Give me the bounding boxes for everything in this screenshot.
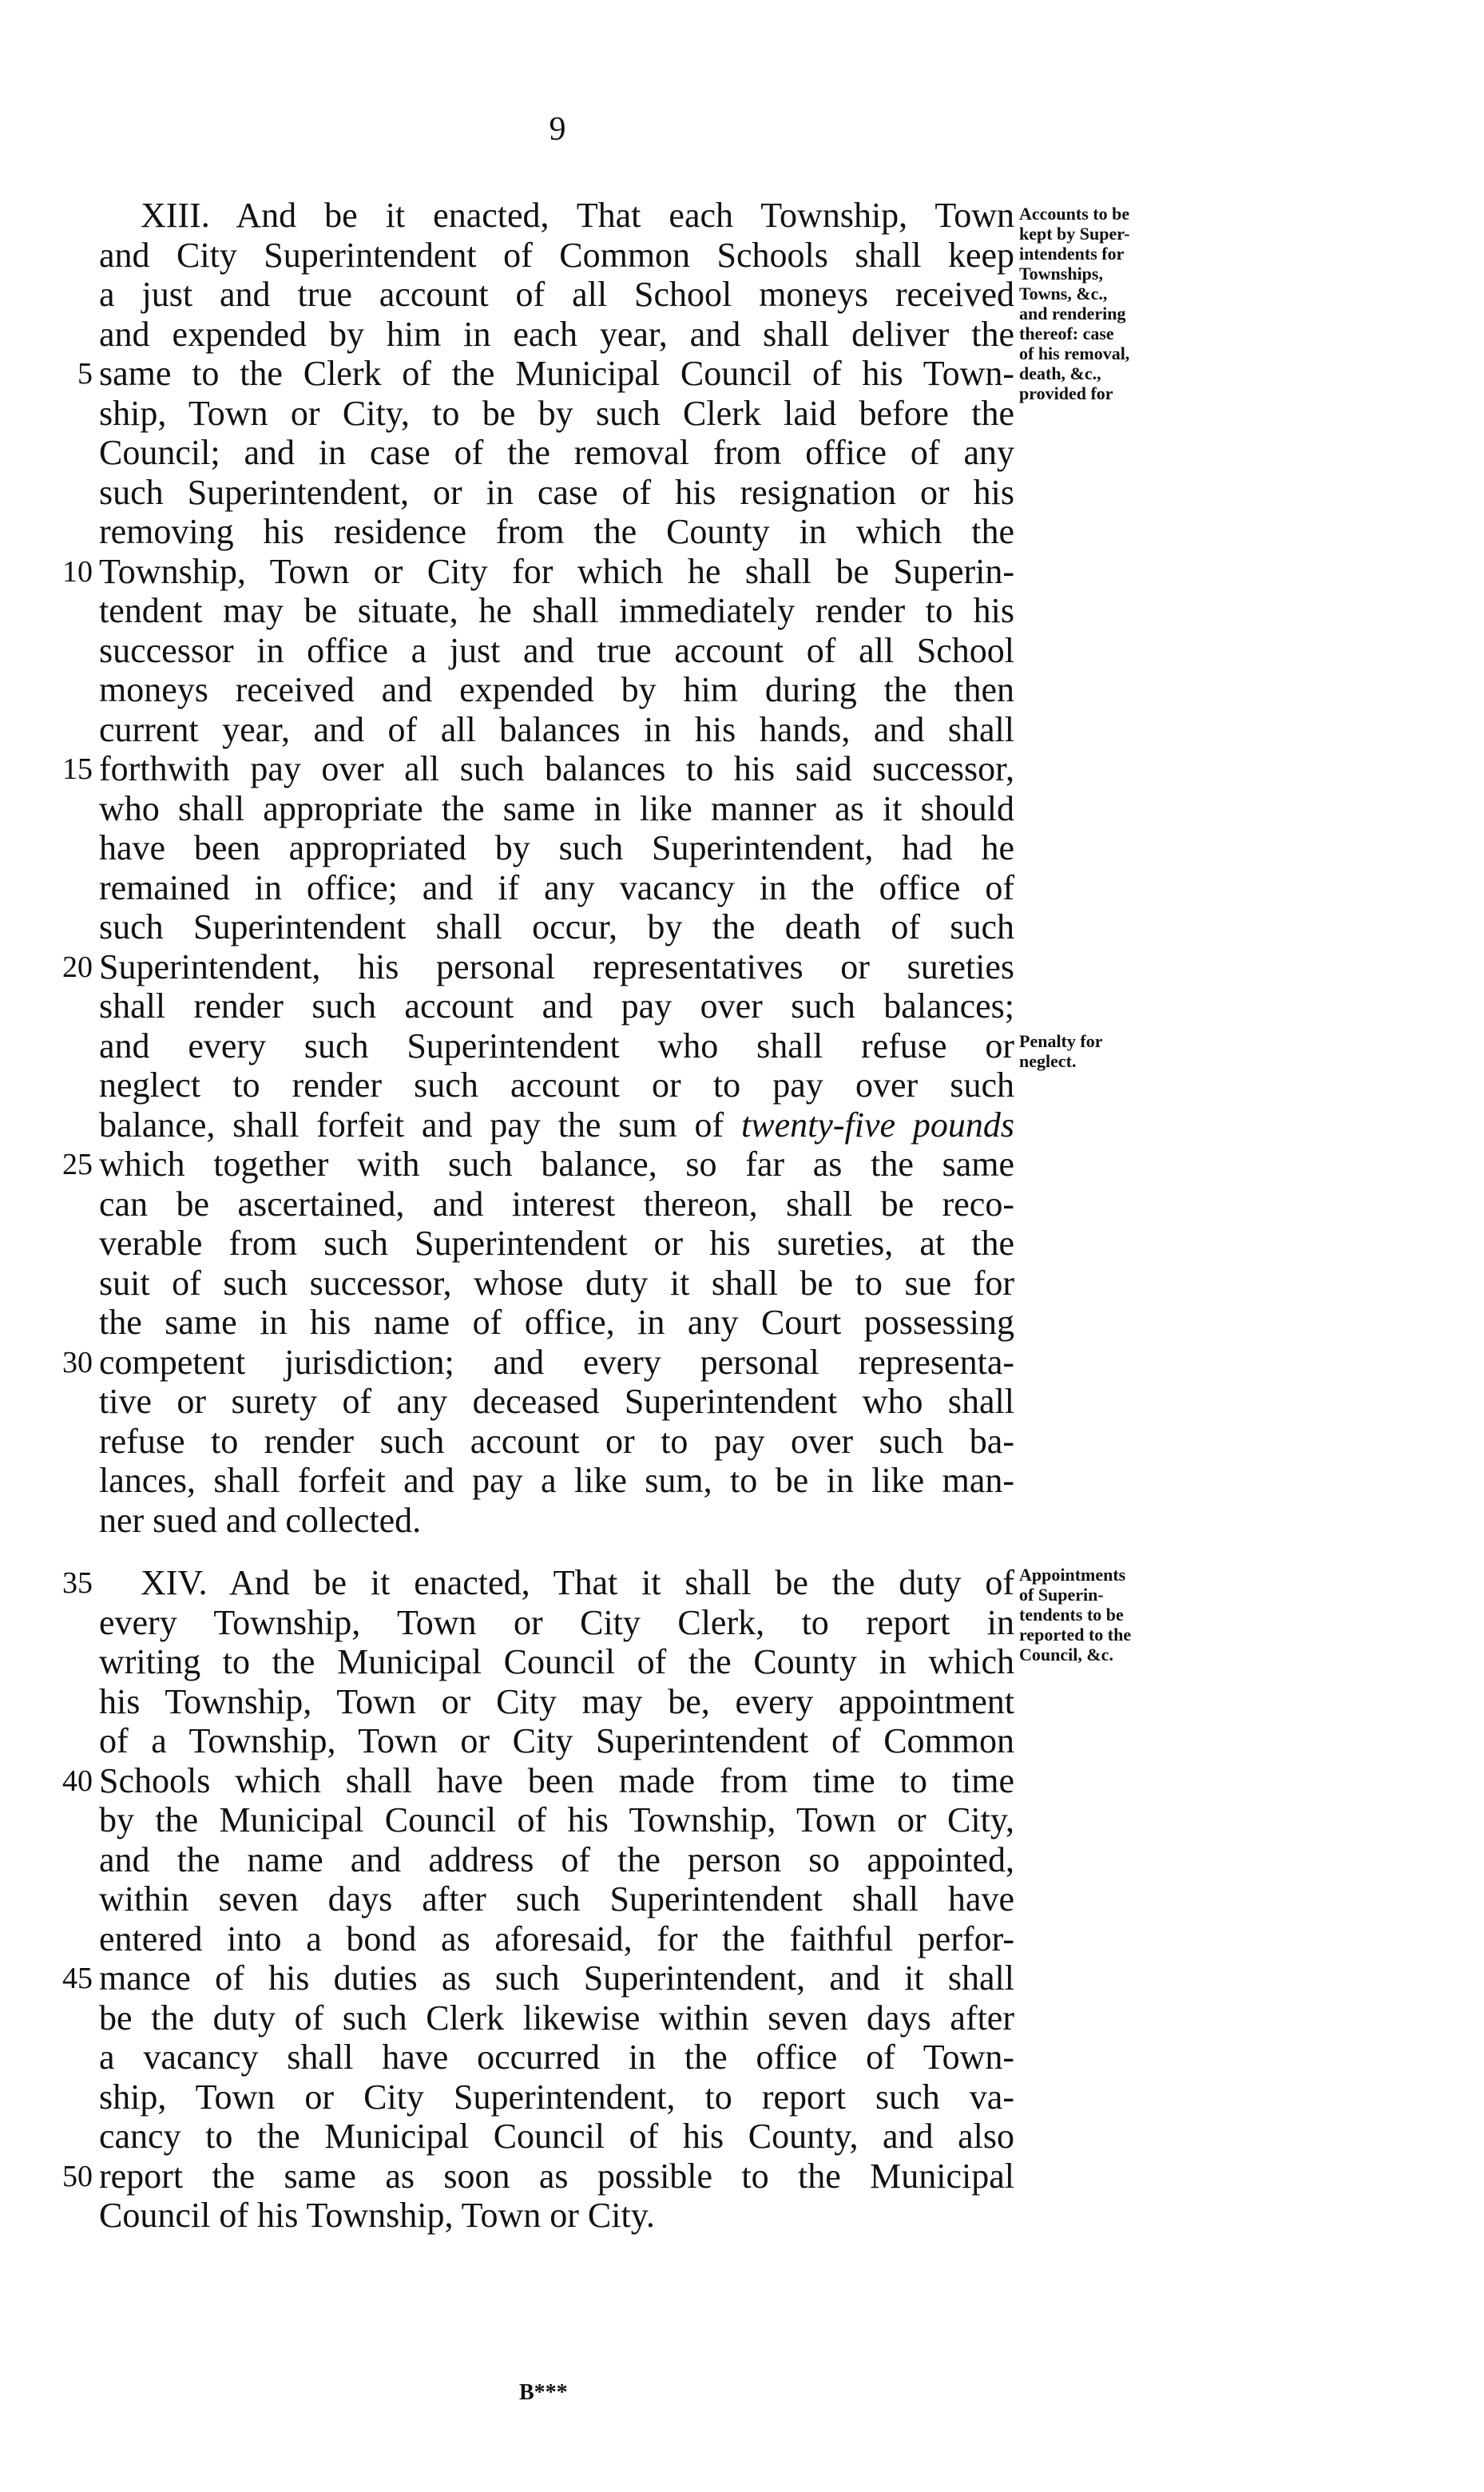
text-line: a vacancy shall have occurred in the office of Town- [99,2038,1014,2077]
margin-note-line: Towns, &c., [1019,284,1108,304]
margin-note-line: Appointments [1019,1565,1126,1585]
text-line: entered into a bond as aforesaid, for the faithful perfor- [99,1919,1014,1958]
line-number: 35 [62,1566,93,1600]
text-line: which together with such balance, so far as the same [99,1145,1014,1184]
text-line: XIV. And be it enacted, That it shall be the duty of [141,1563,1014,1602]
text-line: and the name and address of the person so appointed, [99,1839,1014,1879]
text-line: same to the Clerk of the Municipal Council of his Town- [99,354,1014,393]
line-number: 15 [62,752,93,786]
text-line: forthwith pay over all such balances to his said successor, [99,749,1014,788]
text-line: every Township, Town or City Clerk, to report in [99,1602,1014,1642]
text-line: by the Municipal Council of his Township, Town or City, [99,1800,1014,1839]
line-number: 50 [62,2159,93,2193]
text-line: Council; and in case of the removal from office of any [99,433,1014,472]
text-line: neglect to render such account or to pay over such [99,1065,1014,1105]
line-number: 40 [62,1764,93,1798]
text-line: XIII. And be it enacted, That each Township, Town [141,196,1014,235]
margin-note-line: kept by Super- [1019,224,1130,244]
text-line: ship, Town or City, to be by such Clerk laid before the [99,393,1014,433]
text-line: mance of his duties as such Superintendent, and it shall [99,1958,1014,1998]
text-line: removing his residence from the County in which the [99,512,1014,551]
line-number: 5 [77,357,93,391]
line-number: 45 [62,1962,93,1995]
margin-note-line: of Superin- [1019,1585,1104,1605]
text-line: tive or surety of any deceased Superintendent who shall [99,1382,1014,1421]
text-line: competent jurisdiction; and every personal representa- [99,1342,1014,1382]
margin-note-line: reported to the [1019,1625,1132,1645]
text-line: tendent may be situate, he shall immediately render to his [99,591,1014,630]
text-line: and City Superintendent of Common Schools shall keep [99,235,1014,275]
margin-note-line: Accounts to be [1019,204,1130,224]
text-line: have been appropriated by such Superintendent, had he [99,828,1014,867]
margin-note-line: and rendering [1019,304,1126,323]
text-line: such Superintendent, or in case of his resignation or his [99,472,1014,512]
margin-note-line: intendents for [1019,244,1125,264]
text-line: such Superintendent shall occur, by the death of such [99,907,1014,946]
text-line: his Township, Town or City may be, every appointment [99,1681,1014,1721]
text-line: moneys received and expended by him during the then [99,670,1014,709]
text-line: current year, and of all balances in his hands, and shall [99,709,1014,749]
line-number: 20 [62,950,93,984]
margin-note-line: Penalty for [1019,1031,1103,1051]
margin-note-line: thereof: case [1019,323,1114,343]
page-number: 9 [549,111,566,148]
text-line: remained in office; and if any vacancy in the office of [99,867,1014,907]
line-number: 25 [62,1148,93,1181]
text-line: be the duty of such Clerk likewise within seven days after [99,1998,1014,2038]
signature-mark: B*** [519,2380,568,2405]
margin-note-line: Council, &c. [1019,1645,1113,1665]
text-line: cancy to the Municipal Council of his County, and also [99,2117,1014,2156]
text-line: and expended by him in each year, and shall deliver the [99,314,1014,354]
text-line: report the same as soon as possible to the Municipal [99,2156,1014,2196]
text-line: who shall appropriate the same in like manner as it should [99,788,1014,828]
margin-note-line: tendents to be [1019,1605,1124,1625]
text-line: of a Township, Town or City Superintendent of Common [99,1721,1014,1760]
text-line: shall render such account and pay over such balances; [99,986,1014,1026]
text-line: ship, Town or City Superintendent, to report such va- [99,2077,1014,2117]
text-line: writing to the Municipal Council of the County in which [99,1642,1014,1681]
margin-note-line: of his removal, [1019,343,1130,363]
text-line: lances, shall forfeit and pay a like sum, to be in like man- [99,1461,1014,1500]
text-line: verable from such Superintendent or his sureties, at the [99,1224,1014,1263]
text-line: balance, shall forfeit and pay the sum of twenty-five pounds [99,1105,1014,1145]
text-line: a just and true account of all School moneys received [99,275,1014,314]
margin-note-line: neglect. [1019,1051,1077,1071]
line-number: 30 [62,1345,93,1379]
margin-note-line: death, &c., [1019,363,1101,383]
text-line: can be ascertained, and interest thereon, shall be reco- [99,1184,1014,1224]
text-line: and every such Superintendent who shall refuse or [99,1026,1014,1065]
text-line: refuse to render such account or to pay over such ba- [99,1421,1014,1461]
text-line: Township, Town or City for which he shall be Superin- [99,551,1014,591]
text-line: ner sued and collected. [99,1500,422,1540]
text-line: successor in office a just and true account of all School [99,630,1014,670]
line-number: 10 [62,554,93,589]
text-line: the same in his name of office, in any Court possessing [99,1303,1014,1342]
text-line: Schools which shall have been made from time to time [99,1760,1014,1800]
text-line: Superintendent, his personal representatives or sureties [99,946,1014,986]
text-line: within seven days after such Superintendent shall have [99,1879,1014,1919]
text-line: Council of his Township, Town or City. [99,2196,655,2235]
margin-note-line: Townships, [1019,264,1103,284]
margin-note-line: provided for [1019,383,1113,403]
text-line: suit of such successor, whose duty it shall be to sue for [99,1263,1014,1303]
